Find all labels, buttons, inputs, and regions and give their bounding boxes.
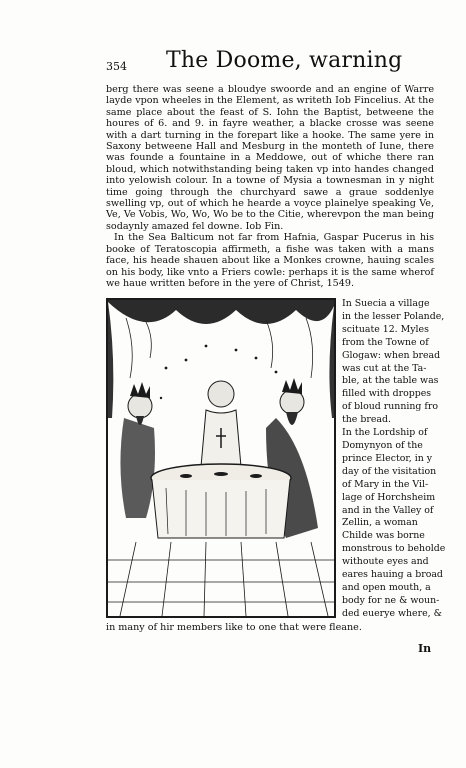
caption-line: the bread. <box>342 414 391 426</box>
caption-line: day of the visitation <box>342 465 437 477</box>
caption-line: prince Elector, in y <box>342 452 433 464</box>
caption-line: In Suecia a village <box>342 298 430 309</box>
caption-line: Zellin, a woman <box>342 517 418 529</box>
caption-line: body for ne & woun- <box>342 594 440 606</box>
caption-line: scituate 12. Myles <box>342 323 429 335</box>
side-caption <box>342 298 446 621</box>
caption-line: withoute eyes and <box>342 556 429 568</box>
running-title: The Doome, warning <box>166 48 403 73</box>
closing-line: in many of hir members like to one that were fleane. <box>106 622 362 633</box>
caption-line: In the Lordship of <box>342 427 428 439</box>
catchword: In <box>418 642 432 655</box>
paragraph: In the Sea Balticum not far from Hafnia, Gaspar Pucerus in his booke of Teratoscopia affirmeth, a fishe was taken with a mans face, his heade shauen about like a Monkes crowne, hauing scales on his body, like vnto a Friers cowle: perhaps it is the same wherof we haue written before in the yere of Christ, 1549. <box>106 232 434 289</box>
woodcut-illustration <box>106 298 336 618</box>
page-header <box>106 48 436 78</box>
caption-line: filled with droppes <box>342 388 432 400</box>
caption-line: Childe was borne <box>342 530 425 542</box>
caption-line: Glogaw: when bread <box>342 349 441 361</box>
caption-line: in the lesser Polande, <box>342 310 445 322</box>
caption-line: of Mary in the Vil- <box>342 478 429 490</box>
caption-line: ble, at the table was <box>342 375 439 387</box>
caption-line: and open mouth, a <box>342 581 431 593</box>
caption-line: monstrous to beholde <box>342 543 446 555</box>
caption-line: lage of Horchsheim <box>342 491 436 503</box>
paragraph: berg there was seene a bloudye swoorde and an engine of Warre layde vpon wheeles in the Element, as writeth Iob Fincelius. At the same place about the feast of S. Iohn the Baptist, betweene the houres of 6. and 9. in fayre weather, a blacke crosse was seene with a dart turning in the forepart like a hooke. The same yere in Saxony betweene Hall and Mesburg in the monteth of Iune, there was founde a fountaine in a Meddowe, out of whiche there ran bloud, which notwithstanding being taken vp into handes changed into yelowish colour. In a towne of Mysia a townesman in y night time going through the churchyard sawe a graue soddenlye swelling vp, out of which he hearde a voyce plainelye speaking Ve, Ve, Ve Vobis, Wo, Wo, Wo be to the Citie, wherevpon the man being sodaynly amazed fel downe. Iob Fin. <box>106 84 434 232</box>
body-text <box>106 84 434 289</box>
caption-line: eares hauing a broad <box>342 569 443 581</box>
caption-line: was cut at the Ta- <box>342 362 427 374</box>
caption-line: from the Towne of <box>342 336 429 348</box>
caption-line: Domynyon of the <box>342 439 423 451</box>
caption-line: and in the Valley of <box>342 504 434 516</box>
caption-line: ded euerye where, & <box>342 607 442 619</box>
caption-line: of bloud running fro <box>342 401 438 413</box>
page-number: 354 <box>106 60 127 73</box>
